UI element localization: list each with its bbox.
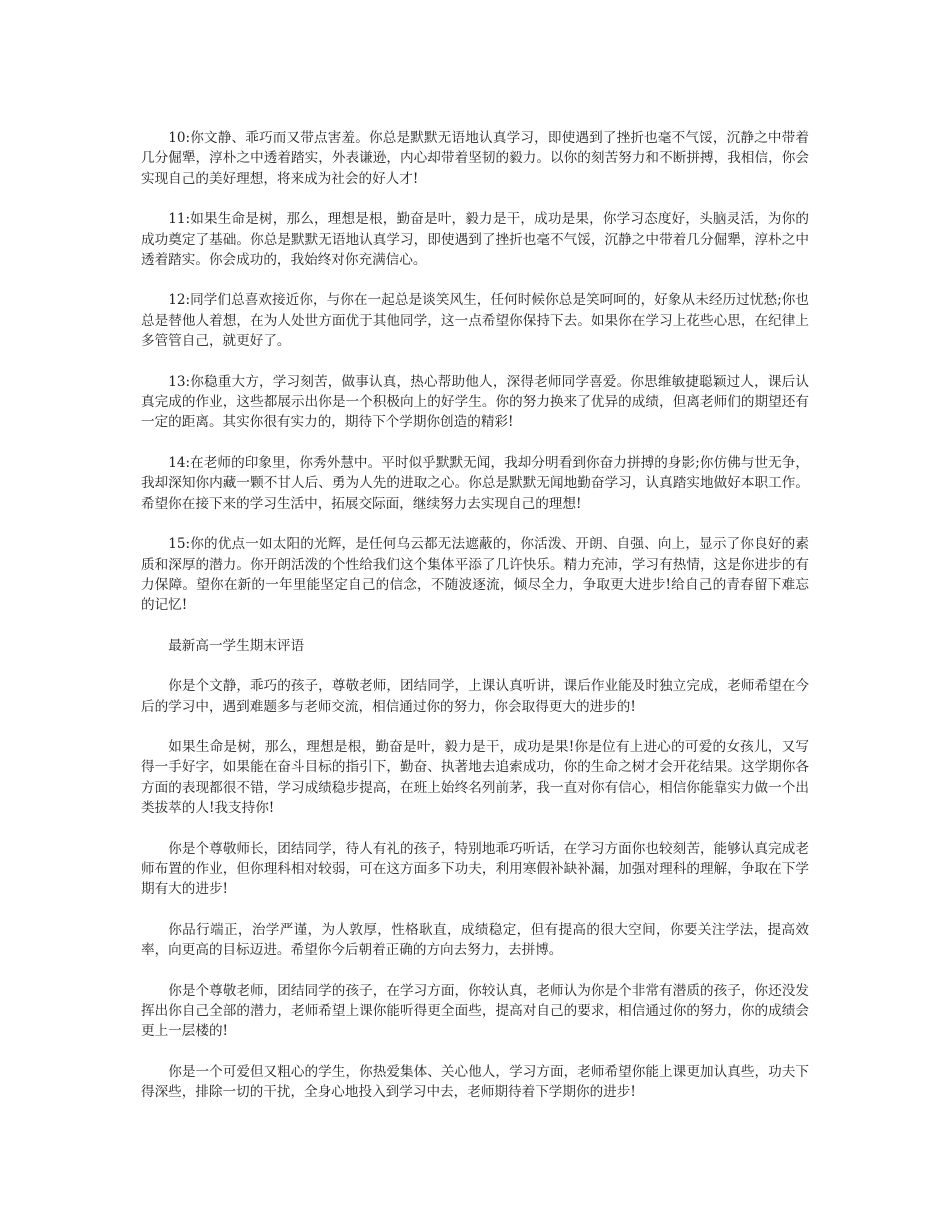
section-title: 最新高一学生期末评语 — [168, 637, 305, 654]
comment-paragraph-12: 12:同学们总喜欢接近你，与你在一起总是谈笑风生，任何时候你总是笑呵呵的，好象从未经历过忧愁;你也总是替他人着想，在为人处世方面优于其他同学，这一点希望你保持下去。如果你在学习上花些心思，在纪律上多管管自己，就更好了。 — [141, 292, 809, 350]
comment-paragraph-10: 10:你文静、乖巧而又带点害羞。你总是默默无语地认真学习，即使遇到了挫折也毫不气馁，沉静之中带着几分倔犟，淳朴之中透着踏实，外表谦逊，内心却带着坚韧的毅力。以你的刻苦努力和不断拼搏，我相信，你会实现自己的美好理想，将来成为社会的好人才! — [141, 130, 809, 187]
document-page — [141, 128, 809, 1123]
section-comment-1: 你是个文静，乖巧的孩子，尊敬老师，团结同学，上课认真听讲，课后作业能及时独立完成，老师希望在今后的学习中，遇到难题多与老师交流，相信通过你的努力，你会取得更大的进步的! — [141, 678, 809, 715]
section-comment-6: 你是一个可爱但又粗心的学生，你热爱集体、关心他人，学习方面，老师希望你能上课更加认真些，功夫下得深些，排除一切的干扰，全身心地投入到学习中去，老师期待着下学期你的进步! — [141, 1063, 809, 1101]
section-comment-2: 如果生命是树，那么，理想是根，勤奋是叶，毅力是干，成功是果!你是位有上进心的可爱的女孩儿，又写得一手好字，如果能在奋斗目标的指引下，勤奋、执著地去追索成功，你的生命之树才会开花结果。这学期你各方面的表现都很不错，学习成绩稳步提高，在班上始终名列前茅，我一直对你有信心，相信你能靠实力做一个出类拔萃的人!我支持你! — [141, 738, 809, 817]
comment-paragraph-14: 14:在老师的印象里，你秀外慧中。平时似乎默默无闻，我却分明看到你奋力拼搏的身影;你仿佛与世无争，我却深知你内藏一颗不甘人后、勇为人先的进取之心。你总是默默无闻地勤奋学习，认真踏实地做好本职工作。希望你在接下来的学习生活中，拓展交际面，继续努力去实现自己的理想! — [141, 454, 809, 512]
section-comment-4: 你品行端正，治学严谨，为人敦厚，性格耿直，成绩稳定，但有提高的很大空间，你要关注学法，提高效率，向更高的目标迈进。希望你今后朝着正确的方向去努力，去拼博。 — [141, 921, 809, 959]
comment-paragraph-15: 15:你的优点一如太阳的光辉，是任何乌云都无法遮蔽的，你活泼、开朗、自强、向上，显示了你良好的素质和深厚的潜力。你开朗活泼的个性给我们这个集体平添了几许快乐。精力充沛，学习有热情，这是你进步的有力保障。望你在新的一年里能坚定自己的信念，不随波逐流，倾尽全力，争取更大进步!给自己的青春留下难忘的记忆! — [141, 536, 809, 614]
comment-paragraph-11: 11:如果生命是树，那么，理想是根，勤奋是叶，毅力是干，成功是果，你学习态度好，头脑灵活，为你的成功奠定了基础。你总是默默无语地认真学习，即使遇到了挫折也毫不气馁，沉静之中带着几分倔犟，淳朴之中透着踏实。你会成功的，我始终对你充满信心。 — [141, 211, 809, 269]
comment-paragraph-13: 13:你稳重大方，学习刻苦，做事认真，热心帮助他人，深得老师同学喜爱。你思维敏捷聪颖过人，课后认真完成的作业，这些都展示出你是一个积极向上的好学生。你的努力换来了优异的成绩，但离老师们的期望还有一定的距离。其实你很有实力的，期待下个学期你创造的精彩! — [141, 373, 809, 431]
section-comment-3: 你是个尊敬师长，团结同学，待人有礼的孩子，特别地乖巧听话，在学习方面你也较刻苦，能够认真完成老师布置的作业，但你理科相对较弱，可在这方面多下功夫，利用寒假补缺补漏，加强对理科的理解，争取在下学期有大的进步! — [141, 840, 809, 898]
section-comment-5: 你是个尊敬老师，团结同学的孩子，在学习方面，你较认真，老师认为你是个非常有潜质的孩子，你还没发挥出你自己全部的潜力，老师希望上课你能听得更全面些，提高对自己的要求，相信通过你的努力，你的成绩会更上一层楼的! — [141, 982, 809, 1040]
